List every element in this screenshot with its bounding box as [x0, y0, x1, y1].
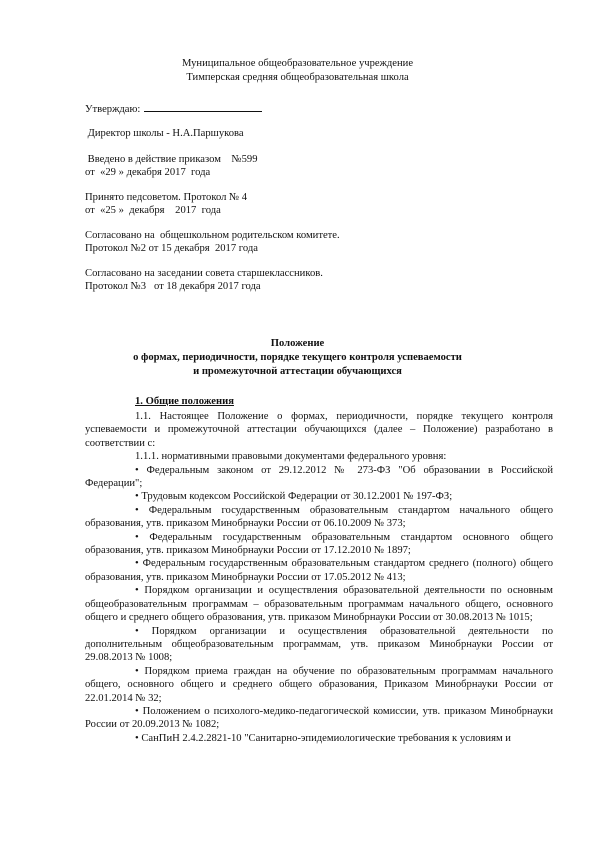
list-item-fgos-basic: • Федеральным государственным образовательным стандартом основного общего образования, утв. приказом Минобрнауки России от 17.12.2010 № 1897;: [85, 531, 553, 557]
school-type-heading: Муниципальное общеобразовательное учреждение: [181, 58, 414, 69]
order-line-2: от «29 » декабря 2017 года: [85, 167, 211, 178]
list-item-fgos-secondary: • Федеральным государственным образовательным стандартом среднего (полного) общего образования, утв. приказом Минобрнауки России от 17.05.2012 № 413;: [85, 558, 553, 583]
section-heading: 1. Общие положения: [135, 396, 234, 407]
list-item-fgos-primary: • Федеральным государственным образовательным стандартом начального общего образования, утв. приказом Минобрнауки России от 06.10.2009 № 373;: [85, 504, 553, 530]
signature-line: [144, 101, 262, 112]
list-item-labor-code: • Трудовым кодексом Российской Федерации от 30.12.2001 № 197-ФЗ;: [135, 491, 453, 503]
approve-line: [85, 101, 262, 116]
paragraph-1-1: 1.1. Настоящее Положение о формах, периодичности, порядке текущего контроля успеваемости и промежуточной аттестации обучающихся (далее – Положение) разработано в соответствии с:: [85, 411, 553, 449]
paragraph-1-1-1: 1.1.1. нормативными правовыми документами федерального уровня:: [135, 451, 447, 463]
seniors-council-line-2: Протокол №3 от 18 декабря 2017 года: [85, 281, 261, 292]
approve-label: Утверждаю:: [85, 104, 141, 115]
section-body: [85, 410, 553, 745]
document-title: Положение: [270, 338, 325, 349]
parents-committee-line-2: Протокол №2 от 15 декабря 2017 года: [85, 243, 258, 254]
council-line-2: от «25 » декабря 2017 года: [85, 205, 221, 216]
list-item-law: • Федеральным законом от 29.12.2012 № 273-ФЗ "Об образовании в Российской Федерации";: [85, 464, 553, 490]
school-name-heading: Тимперская средняя общеобразовательная школа: [186, 72, 409, 83]
list-item-order-1008: • Порядком организации и осуществления образовательной деятельности по дополнительным общеобразовательным программам, утв. приказом Минобрнауки России от 29.08.2013 № 1008;: [85, 625, 553, 664]
document-subtitle-1: о формах, периодичности, порядке текущего контроля успеваемости: [133, 352, 462, 363]
document-subtitle-2: и промежуточной аттестации обучающихся: [193, 366, 402, 377]
list-item-sanpin: • СанПиН 2.4.2.2821-10 "Санитарно-эпидемиологические требования к условиям и: [135, 732, 511, 744]
list-item-order-32: • Порядком приема граждан на обучение по образовательным программам начального общего, основного общего и среднего общего образования, Приказом Минобрнауки России от 22.01.2014 № 32;: [85, 665, 553, 704]
parents-committee-line-1: Согласовано на общешкольном родительском комитете.: [85, 230, 340, 241]
list-item-order-1015: • Порядком организации и осуществления образовательной деятельности по основным общеобразовательным программам – образовательным программам начального общего, основного общего и среднего общего образования, утв. приказом Минобрнауки России от 30.08.2013 № 1015;: [85, 585, 553, 624]
order-line-1: Введено в действие приказом №599: [85, 154, 258, 165]
director-line: Директор школы - Н.А.Паршукова: [85, 128, 244, 139]
list-item-order-1082: • Положением о психолого-медико-педагогической комиссии, утв. приказом Минобрнауки России от 20.09.2013 № 1082;: [85, 705, 553, 731]
seniors-council-line-1: Согласовано на заседании совета старшеклассников.: [85, 268, 323, 279]
council-line-1: Принято педсоветом. Протокол № 4: [85, 192, 248, 203]
